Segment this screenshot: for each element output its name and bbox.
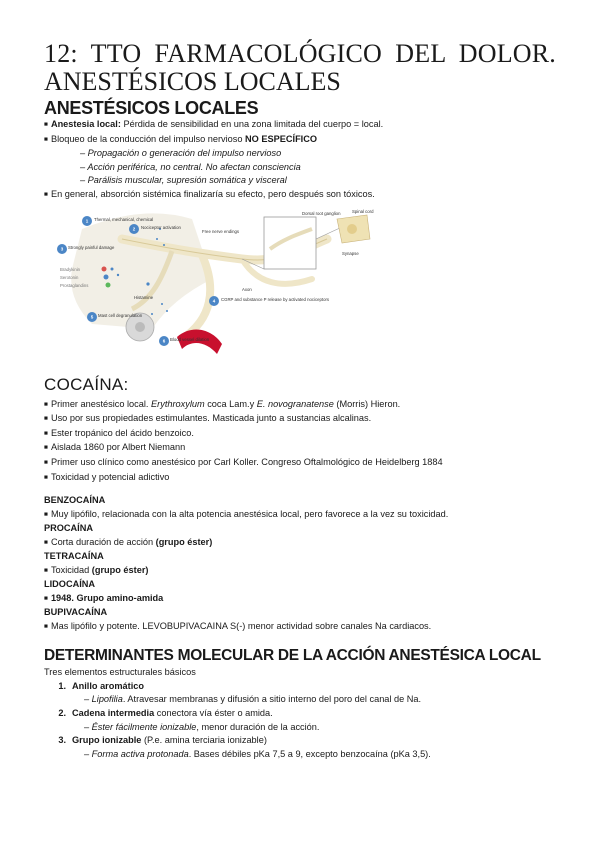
bullet-bloqueo [44,133,556,148]
bradykinin-marker [102,266,107,271]
figure-svg [52,209,412,357]
label-stimuli: Strongly painful damage [68,244,115,250]
cocaina-line-4: ■ Aislada 1860 por Albert Niemann [44,441,556,456]
determinante-sub-3 [44,748,556,762]
cocaina-line-1 [44,398,556,413]
determinante-item-2 [44,707,556,721]
determinante-item-1 [44,680,556,694]
step-num-5: 5 [90,314,94,320]
label-thermal: Thermal, mechanical, chemical [94,216,154,222]
tissue-background [71,213,212,329]
section-heading-determinantes: DETERMINANTES MOLECULAR DE LA ACCIÓN ANESTÉSICA LOCAL [44,647,541,665]
species-name: Erythroxylum [151,398,205,409]
drug-title-procaina: PROCAÍNA [44,523,94,534]
definition-text: Pérdida de sensibilidad en una zona limitada del cuerpo = local. [120,119,384,129]
step-num-4: 4 [212,298,216,304]
no-especifico: NO ESPECÍFICO [245,133,318,144]
sub-item: – Parálisis muscular, supresión somática y visceral [80,175,287,186]
item-sub-text: . Bases débiles pKa 7,5 a 9, excepto benzocaína (pKa 3,5). [188,748,431,759]
step-num-1: 1 [85,218,89,224]
item-title-rest: (P.e. amina terciaria ionizable) [141,735,267,746]
label-spinal: Spinal cord [352,208,374,214]
inset-box [264,217,316,269]
determinante-sub-2 [44,721,556,735]
drug-text-lidocaina: ■ 1948. Grupo amino-amida [44,592,556,607]
sub-item: – Propagación o generación del impulso nervioso [80,148,282,159]
item-title-rest: conectora vía éster o amida. [154,707,273,718]
section-heading-anestesicos: ANESTÉSICOS LOCALES [44,98,259,118]
item-title: Anillo aromático [72,680,144,691]
label-axon: Axon [242,286,252,292]
drug-group: (grupo éster) [155,536,213,547]
drug-title-tetracaina: TETRACAÍNA [44,551,104,562]
bloqueo-text: Bloqueo de la conducción del impulso nervioso [50,133,246,144]
item-sub-text: , menor duración de la acción. [196,721,320,732]
determinantes-intro: Tres elementos estructurales básicos [44,667,196,678]
item-sub-italic: – Éster fácilmente ionizable [84,721,197,732]
drug-text: Toxicidad [50,564,92,575]
drug-title-lidocaina: LIDOCAÍNA [44,579,96,590]
label-synapse: Synapse [342,250,359,256]
label-nociceptor: Nociceptor activation [141,224,181,230]
step-num-3: 3 [60,246,64,252]
drug-text: Corta duración de acción [50,536,156,547]
cocaina-line-3: ■ Ester tropánico del ácido benzoico. [44,427,556,442]
drug-text-procaina [44,536,556,551]
prostaglandin-marker [106,282,111,287]
step-num-2: 2 [132,226,136,232]
cocaina-line-6: ■ Toxicidad y potencial adictivo [44,471,556,486]
drug-group: (grupo éster) [91,564,149,575]
mast-cell-nucleus [135,322,145,332]
item-title: Cadena intermedia [72,707,155,718]
item-sub-italic: – Lipofilia [84,694,123,705]
step-num-6: 6 [162,338,166,344]
item-title: Grupo ionizable [72,735,142,746]
item-number: 3. [58,735,66,746]
label-prostaglandins: Prostaglandins [60,282,89,288]
label-vessel: Blood vessel dilation [170,336,210,342]
item-number: 2. [58,707,66,718]
cocaina-text: coca Lam.y [204,398,257,409]
label-mast: Mast cell degranulation [98,312,143,318]
bullet-anestesia-local [44,118,556,133]
pain-pathway-figure [52,209,412,357]
determinante-sub-1 [44,693,556,707]
determinante-item-3 [44,734,556,748]
term-anestesia-local: Anestesia local: [50,119,121,129]
cocaina-text: Primer anestésico local. [50,398,152,409]
label-serotonin: Serotonin [60,274,79,280]
bullet-absorcion: ■ En general, absorción sistémica finalizaría su efecto, pero después son tóxicos. [44,188,556,203]
label-cgrp: CGRP and substance P release by activated nociceptors [221,296,330,302]
label-histamine: Histamine [134,294,154,300]
page-title-line1: 12: TTO FARMACOLÓGICO DEL DOLOR. [44,39,556,68]
cocaina-text: (Morris) Hieron. [333,398,401,409]
page-title-line2: ANESTÉSICOS LOCALES [44,67,341,96]
label-bradykinin: Bradykinin [60,266,81,272]
document-page [44,40,556,761]
drug-text-bupivacaina: ■ Mas lipófilo y potente. LEVOBUPIVACAINA S(-) menor actividad sobre canales Na cardiacos. [44,620,556,635]
label-free-nerve: Free nerve endings [202,228,240,234]
drug-text-benzocaina: ■ Muy lipófilo, relacionada con la alta potencia anestésica local, pero favorece a la vez su toxicidad. [44,508,556,523]
drug-title-bupivacaina: BUPIVACAÍNA [44,607,108,618]
item-sub-text: . Atravesar membranas y difusión a sitio interno del poro del canal de Na. [122,694,422,705]
sub-item: – Acción periférica, no central. No afectan consciencia [80,161,301,172]
drug-text-tetracaina [44,564,556,579]
species-name: E. novogranatense [256,398,334,409]
item-sub-italic: – Forma activa protonada [84,748,189,759]
label-dorsal: Dorsal root ganglion [302,210,341,216]
drug-title-benzocaina: BENZOCAÍNA [44,495,106,506]
item-number: 1. [58,680,66,691]
cocaina-line-5: ■ Primer uso clínico como anestésico por Carl Koller. Congreso Oftalmológico de Heidelberg 1884 [44,456,556,471]
cocaina-line-2: ■ Uso por sus propiedades estimulantes. Masticada junto a sustancias alcalinas. [44,412,556,427]
serotonin-marker [104,274,109,279]
section-heading-cocaina: COCAÍNA: [44,374,129,394]
dorsal-root-ganglion [347,224,357,234]
